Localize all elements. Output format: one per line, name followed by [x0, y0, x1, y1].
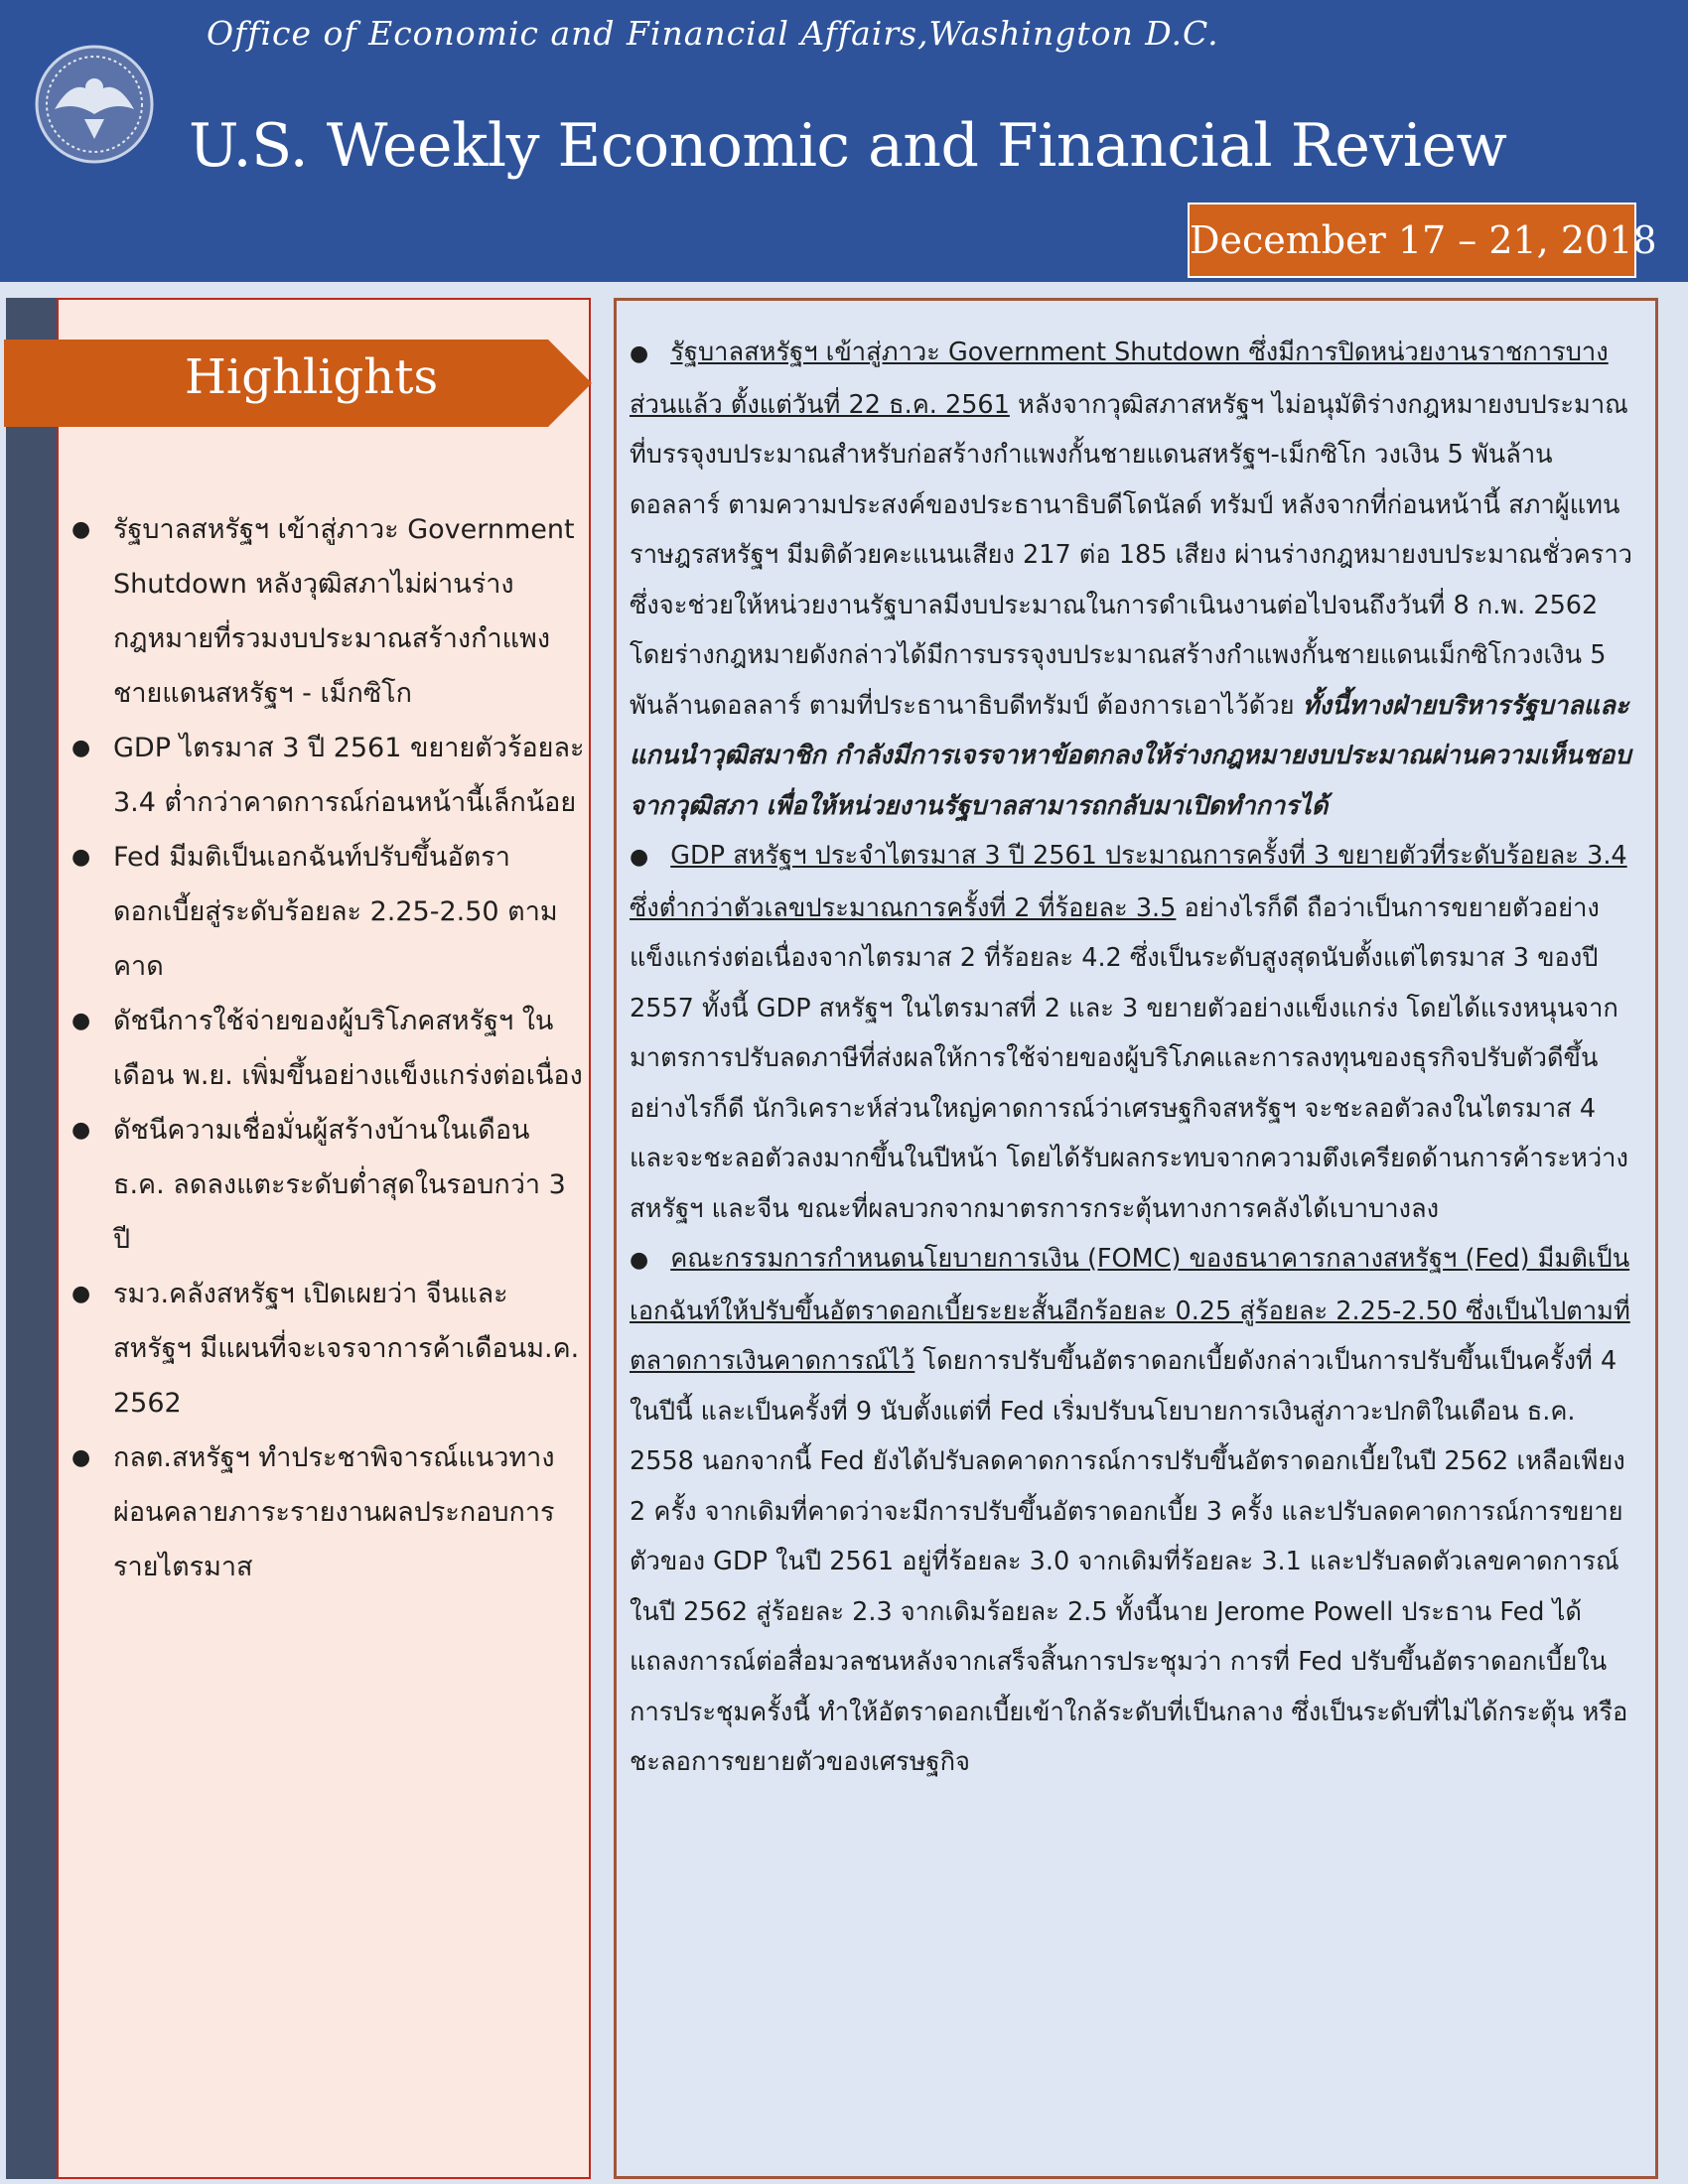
bullet-icon: ●	[630, 1248, 649, 1273]
paragraph-emphasis: ทั้งนี้ทางฝ่ายบริหารรัฐบาลและแกนนำวุฒิสมาชิก กำลังมีการเจรจาหาข้อตกลงให้ร่างกฎหมายงบประมาณผ่านความเห็นชอบจากวุฒิสภา เพื่อให้หน่วยงานรัฐบาลสามารถกลับมาเปิดทำการได้	[630, 690, 1631, 821]
paragraph-body: โดยการปรับขึ้นอัตราดอกเบี้ยดังกล่าวเป็นการปรับขึ้นเป็นครั้งที่ 4 ในปีนี้ และเป็นครั้งที่ 9 นับตั้งแต่ที่ Fed เริ่มปรับนโยบายการเงินสู่ภาวะปกติในเดือน ธ.ค. 2558 นอกจากนี้ Fed ยังได้ปรับลดคาดการณ์การปรับขึ้นอัตราดอกเบี้ยในปี 2562 เหลือเพียง 2 ครั้ง จากเดิมที่คาดว่าจะมีการปรับขึ้นอัตราดอกเบี้ย 3 ครั้ง และปรับลดคาดการณ์การขยายตัวของ GDP ในปี 2561 อยู่ที่ร้อยละ 3.0 จากเดิมที่ร้อยละ 3.1 และปรับลดตัวเลขคาดการณ์ในปี 2562 สู่ร้อยละ 2.3 จากเดิมร้อยละ 2.5 ทั้งนี้นาย Jerome Powell ประธาน Fed ได้แถลงการณ์ต่อสื่อมวลชนหลังจากเสร็จสิ้นการประชุมว่า การที่ Fed ปรับขึ้นอัตราดอกเบี้ยในการประชุมครั้งนี้ ทำให้อัตราดอกเบี้ยเข้าใกล้ระดับที่เป็นกลาง ซึ่งเป็นระดับที่ไม่ได้กระตุ้น หรือชะลอการขยายตัวของเศรษฐกิจ	[630, 1346, 1628, 1777]
page-title: U.S. Weekly Economic and Financial Review	[189, 111, 1507, 181]
paragraph-lead: GDP สหรัฐฯ ประจำไตรมาส 3 ปี 2561 ประมาณการครั้งที่ 3 ขยายตัวที่ระดับร้อยละ 3.4 ซึ่งต่ำกว่าตัวเลขประมาณการครั้งที่ 2 ที่ร้อยละ 3.5	[630, 841, 1627, 923]
paragraph-body: หลังจากวุฒิสภาสหรัฐฯ ไม่อนุมัติร่างกฎหมายงบประมาณ ที่บรรจุงบประมาณสำหรับก่อสร้างกำแพงกั้นชายแดนสหรัฐฯ-เม็กซิโก วงเงิน 5 พันล้านดอลลาร์ ตามความประสงค์ของประธานาธิบดีโดนัลด์ ทรัมป์ หลังจากที่ก่อนหน้านี้ สภาผู้แทนราษฎรสหรัฐฯ มีมติด้วยคะแนนเสียง 217 ต่อ 185 เสียง ผ่านร่างกฎหมายงบประมาณชั่วคราวซึ่งจะช่วยให้หน่วยงานรัฐบาลมีงบประมาณในการดำเนินงานต่อไปจนถึงวันที่ 8 ก.พ. 2562 โดยร่างกฎหมายดังกล่าวได้มีการบรรจุงบประมาณสร้างกำแพงกั้นชายแดนเม็กซิโกวงเงิน 5 พันล้านดอลลาร์ ตามที่ประธานาธิบดีทรัมป์ ต้องการเอาไว้ด้วย	[630, 389, 1632, 721]
sidebar-accent-bar	[6, 298, 60, 2179]
article-paragraph-gdp	[630, 831, 1640, 1234]
highlight-item: ● กลต.สหรัฐฯ ทำประชาพิจารณ์แนวทางผ่อนคลายภาระรายงานผลประกอบการรายไตรมาส	[70, 1431, 586, 1594]
eagle-seal-icon	[30, 40, 159, 169]
highlight-item: ● ดัชนีการใช้จ่ายของผู้บริโภคสหรัฐฯ ในเดือน พ.ย. เพิ่มขึ้นอย่างแข็งแกร่งต่อเนื่อง	[70, 994, 586, 1103]
highlight-item: ● รมว.คลังสหรัฐฯ เปิดเผยว่า จีนและสหรัฐฯ มีแผนที่จะเจรจาการค้าเดือนม.ค. 2562	[70, 1267, 586, 1431]
highlight-item: ● GDP ไตรมาส 3 ปี 2561 ขยายตัวร้อยละ 3.4 ต่ำกว่าคาดการณ์ก่อนหน้านี้เล็กน้อย	[70, 721, 586, 830]
paragraph-lead: คณะกรรมการกำหนดนโยบายการเงิน (FOMC) ของธนาคารกลางสหรัฐฯ (Fed) มีมติเป็นเอกฉันท์ให้ปรับขึ้นอัตราดอกเบี้ยระยะสั้นอีกร้อยละ 0.25 สู่ร้อยละ 2.25-2.50 ซึ่งเป็นไปตามที่ตลาดการเงินคาดการณ์ไว้	[630, 1244, 1630, 1376]
main-article-content	[630, 328, 1640, 1788]
bullet-icon: ●	[630, 845, 649, 870]
paragraph-body: อย่างไรก็ดี ถือว่าเป็นการขยายตัวอย่างแข็งแกร่งต่อเนื่องจากไตรมาส 2 ที่ร้อยละ 4.2 ซึ่งเป็นระดับสูงสุดนับตั้งแต่ไตรมาส 3 ของปี 2557 ทั้งนี้ GDP สหรัฐฯ ในไตรมาสที่ 2 และ 3 ขยายตัวอย่างแข็งแกร่ง โดยได้แรงหนุนจากมาตรการปรับลดภาษีที่ส่งผลให้การใช้จ่ายของผู้บริโภคและการลงทุนของธุรกิจปรับตัวดีขึ้น อย่างไรก็ดี นักวิเคราะห์ส่วนใหญ่คาดการณ์ว่าเศรษฐกิจสหรัฐฯ จะชะลอตัวลงในไตรมาส 4 และจะชะลอตัวลงมากขึ้นในปีหน้า โดยได้รับผลกระทบจากความตึงเครียดด้านการค้าระหว่างสหรัฐฯ และจีน ขณะที่ผลบวกจากมาตรการกระตุ้นทางการคลังได้เบาบางลง	[630, 892, 1628, 1224]
highlights-heading: Highlights	[185, 349, 439, 405]
office-name: Office of Economic and Financial Affairs,Washington D.C.	[207, 14, 1219, 53]
highlight-item: ● ดัชนีความเชื่อมั่นผู้สร้างบ้านในเดือน ธ.ค. ลดลงแตะระดับต่ำสุดในรอบกว่า 3 ปี	[70, 1103, 586, 1267]
highlight-item: ● รัฐบาลสหรัฐฯ เข้าสู่ภาวะ Government Shutdown หลังวุฒิสภาไม่ผ่านร่างกฎหมายที่รวมงบประมาณสร้างกำแพงชายแดนสหรัฐฯ - เม็กซิโก	[70, 502, 586, 721]
bullet-icon: ●	[630, 341, 649, 366]
article-paragraph-fomc	[630, 1234, 1640, 1788]
date-badge	[1188, 203, 1657, 278]
paragraph-lead: รัฐบาลสหรัฐฯ เข้าสู่ภาวะ Government Shutdown ซึ่งมีการปิดหน่วยงานราชการบางส่วนแล้ว ตั้งแต่วันที่ 22 ธ.ค. 2561	[630, 338, 1609, 420]
highlight-item: ● Fed มีมติเป็นเอกฉันท์ปรับขึ้นอัตราดอกเบี้ยสู่ระดับร้อยละ 2.25-2.50 ตามคาด	[70, 830, 586, 994]
highlights-list	[70, 502, 586, 1594]
date-text: December 17 – 21, 2018	[1190, 218, 1657, 262]
article-paragraph-shutdown	[630, 328, 1640, 831]
